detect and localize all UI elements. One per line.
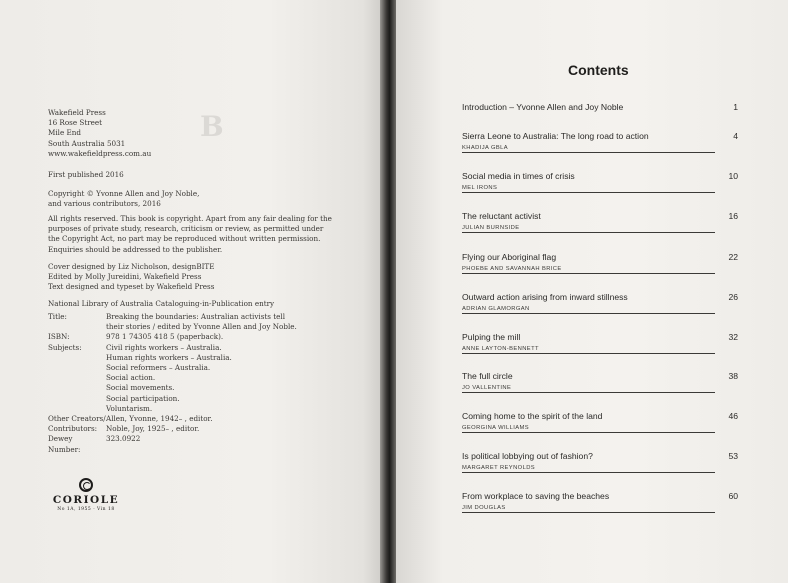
catalog-row-subjects — [48, 343, 297, 414]
toc-entry-author: MARGARET REYNOLDS — [462, 465, 536, 471]
credit-line: Cover designed by Liz Nicholson, designBITE — [48, 262, 215, 271]
catalog-label: Subjects: — [48, 342, 82, 352]
toc-entry — [462, 451, 738, 473]
toc-page-number: 38 — [728, 371, 738, 381]
toc-entry-title: Is political lobbying out of fashion? — [462, 451, 593, 461]
catalog-row-isbn — [48, 332, 297, 342]
toc-entry — [462, 102, 738, 113]
catalog-value: Social action. — [106, 373, 156, 383]
toc-entry — [462, 411, 738, 433]
catalog-label: Contributors: — [48, 424, 98, 434]
toc-page-number: 46 — [728, 411, 738, 421]
divider — [462, 232, 715, 233]
bleed-through-text: B — [200, 110, 224, 143]
divider — [462, 392, 715, 393]
copyright-notice — [48, 189, 199, 209]
publisher-address — [48, 108, 151, 159]
cip-heading — [48, 299, 274, 309]
catalog-value: 978 1 74305 418 5 (paperback). — [106, 332, 224, 342]
catalog-value: 323.0922 — [106, 434, 141, 444]
catalog-value: Allen, Yvonne, 1942– , editor. — [106, 414, 213, 424]
catalog-label: Title: — [48, 312, 67, 321]
address-line: South Australia 5031 — [48, 138, 126, 148]
toc-entry-author: JULIAN BURNSIDE — [462, 225, 520, 231]
toc-page-number: 32 — [728, 332, 738, 342]
catalog-value: Civil rights workers – Australia. — [106, 342, 222, 352]
toc-entry-author: ANNE LAYTON-BENNETT — [462, 346, 539, 352]
page-title: Contents — [568, 62, 629, 78]
divider — [462, 152, 715, 153]
toc-entry-title: Coming home to the spirit of the land — [462, 411, 603, 421]
address-line: Mile End — [48, 128, 81, 138]
toc-entry-title: The full circle — [462, 371, 513, 381]
toc-entry — [462, 491, 738, 513]
copyright-line: Copyright © Yvonne Allen and Joy Noble, — [48, 189, 200, 198]
toc-entry-author: JIM DOUGLAS — [462, 505, 506, 511]
toc-entry — [462, 211, 738, 233]
catalog-value: Noble, Joy, 1925– , editor. — [106, 424, 200, 434]
divider — [462, 472, 715, 473]
catalog-row-other-creators — [48, 414, 297, 424]
first-published-text: First published 2016 — [48, 170, 124, 179]
credit-line: Edited by Molly Jureidini, Wakefield Press — [48, 272, 202, 282]
catalog-value: Social reformers – Australia. — [106, 363, 211, 373]
toc-entry-author: PHOEBE AND SAVANNAH BRICE — [462, 266, 562, 272]
catalog-row-title — [48, 312, 297, 332]
toc-entry-author: GEORGINA WILLIAMS — [462, 425, 530, 431]
cip-heading-text: National Library of Australia Cataloguing-in-Publication entry — [48, 299, 275, 308]
catalog-value: Breaking the boundaries: Australian activists tell — [106, 312, 285, 321]
divider — [462, 192, 715, 193]
toc-page-number: 16 — [728, 211, 738, 221]
toc-page-number: 4 — [733, 131, 738, 141]
toc-entry-author: MEL IRONS — [462, 185, 498, 191]
address-line: 16 Rose Street — [48, 118, 103, 128]
book-gutter — [380, 0, 396, 583]
catalog-value: Social participation. — [106, 393, 180, 403]
catalog-label: ISBN: — [48, 332, 70, 342]
catalog-row-contributors — [48, 424, 297, 434]
logo-subtitle: No 1A, 1955 · Vin 18 — [57, 507, 115, 512]
toc-entry — [462, 131, 738, 153]
toc-entry-author: JO VALLENTINE — [462, 385, 512, 391]
toc-page-number: 10 — [728, 171, 738, 181]
toc-entry — [462, 252, 738, 274]
catalog-label: Dewey Number: — [48, 434, 81, 454]
credit-line: Text designed and typeset by Wakefield Press — [48, 282, 215, 292]
toc-page-number: 22 — [728, 252, 738, 262]
toc-entry-title: Flying our Aboriginal flag — [462, 252, 557, 262]
address-line: Wakefield Press — [48, 108, 106, 117]
production-credits — [48, 262, 214, 293]
toc-entry-title: Introduction – Yvonne Allen and Joy Noble — [462, 102, 624, 112]
rights-line: Enquiries should be addressed to the publisher. — [48, 244, 223, 254]
rights-line: the Copyright Act, no part may be reproduced without written permission. — [48, 234, 321, 244]
toc-entry-author: ADRIAN GLAMORGAN — [462, 306, 530, 312]
catalog-row-dewey — [48, 434, 297, 454]
toc-entry-author: KHADIJA GBLA — [462, 145, 509, 151]
first-published — [48, 170, 124, 180]
toc-page-number: 26 — [728, 292, 738, 302]
divider — [462, 273, 715, 274]
catalog-entry — [48, 312, 297, 455]
catalog-value: their stories / edited by Yvonne Allen and Joy Noble. — [106, 322, 297, 332]
toc-entry-title: The reluctant activist — [462, 211, 541, 221]
divider — [462, 512, 715, 513]
catalog-value: Voluntarism. — [106, 403, 153, 413]
toc-page-number: 53 — [728, 451, 738, 461]
divider — [462, 353, 715, 354]
toc-entry-title: From workplace to saving the beaches — [462, 491, 610, 501]
toc-entry-title: Pulping the mill — [462, 332, 521, 342]
divider — [462, 313, 715, 314]
catalog-value: Human rights workers – Australia. — [106, 352, 232, 362]
toc-entry-title: Outward action arising from inward stillness — [462, 292, 628, 302]
address-line: www.wakefieldpress.com.au — [48, 148, 152, 158]
toc-page-number: 1 — [733, 102, 738, 112]
copyright-line: and various contributors, 2016 — [48, 199, 161, 209]
coriole-logo — [46, 478, 126, 512]
rights-statement — [48, 214, 332, 255]
toc-entry — [462, 332, 738, 354]
catalog-label: Other Creators/ — [48, 414, 106, 424]
toc-entry — [462, 292, 738, 314]
rights-line: purposes of private study, research, criticism or review, as permitted under — [48, 224, 324, 234]
toc-entry-title: Sierra Leone to Australia: The long road to action — [462, 131, 649, 141]
toc-entry-title: Social media in times of crisis — [462, 171, 575, 181]
rights-line: All rights reserved. This book is copyright. Apart from any fair dealing for the — [48, 214, 332, 223]
toc-page-number: 60 — [728, 491, 738, 501]
copyright-page — [0, 0, 382, 583]
logo-mark-icon — [79, 478, 93, 492]
catalog-value: Social movements. — [106, 383, 175, 393]
logo-name: CORIOLE — [52, 494, 120, 506]
toc-entry — [462, 171, 738, 193]
divider — [462, 432, 715, 433]
toc-entry — [462, 371, 738, 393]
